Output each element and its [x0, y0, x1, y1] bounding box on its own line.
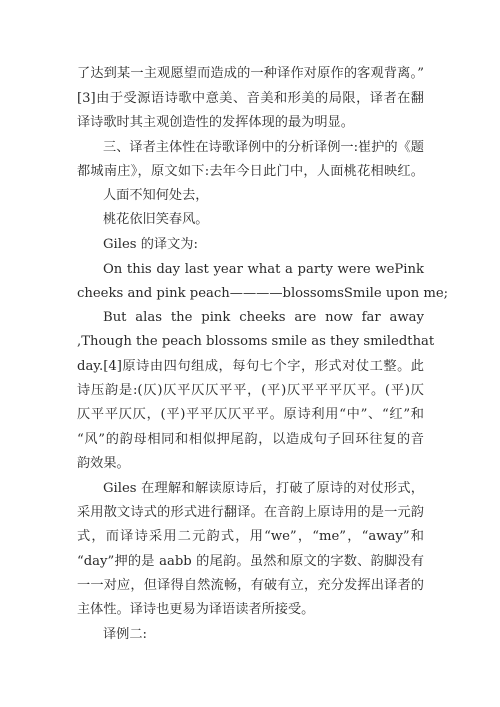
text-line: 译诗歌时其主观创造性的发挥体现的最为明显。 [77, 115, 354, 130]
text-line: 式，而译诗采用二元韵式，用“we”，“me”，“away”和 [77, 529, 424, 544]
text-line: 仄平平仄仄，(平)平平仄仄平平。原诗利用“中”、“红”和 [77, 407, 424, 422]
text-line: 韵效果。 [77, 456, 130, 471]
translation-line: But alas the pink cheeks are now far away [103, 310, 424, 325]
text-line: Giles 的译文为: [103, 237, 198, 252]
text-line: 诗压韵是:(仄)仄平仄仄平平，(平)仄平平平仄平。(平)仄 [77, 383, 424, 398]
poem-line: 桃花依旧笑春风。 [103, 212, 209, 227]
translation-line: cheeks and pink peach————blossomsSmile upon me; [77, 286, 449, 301]
text-line: 一一对应，但译得自然流畅，有破有立，充分发挥出译者的 [77, 578, 424, 593]
text-line: day.[4]原诗由四句组成，每句七个字，形式对仗工整。此 [77, 359, 424, 374]
text-line: [3]由于受源语诗歌中意美、音美和形美的局限，译者在翻 [77, 91, 424, 106]
section-heading: 三、译者主体性在诗歌译例中的分析译例一:崔护的《题 [103, 140, 424, 155]
text-line: 译例二: [103, 627, 148, 642]
translation-line: On this day last year what a party were wePink [103, 262, 424, 277]
translation-line: ,Though the peach blossoms smile as they smiledthat [77, 334, 435, 349]
text-line: 了达到某一主观愿望而造成的一种译作对原作的客观背离。” [77, 66, 424, 81]
text-line: 都城南庄》，原文如下:去年今日此门中，人面桃花相映红。 [77, 164, 424, 179]
text-line: 采用散文诗式的形式进行翻译。在音韵上原诗用的是一元韵 [77, 505, 424, 520]
text-line: 主体性。译诗也更易为译语读者所接受。 [77, 602, 315, 617]
text-line: “day”押的是 aabb 的尾韵。虽然和原文的字数、韵脚没有 [77, 554, 424, 569]
text-line: Giles 在理解和解读原诗后，打破了原诗的对仗形式， [103, 481, 424, 496]
poem-line: 人面不知何处去， [103, 188, 209, 203]
text-line: “风”的韵母相同和相似押尾韵，以造成句子回环往复的音 [77, 432, 424, 447]
